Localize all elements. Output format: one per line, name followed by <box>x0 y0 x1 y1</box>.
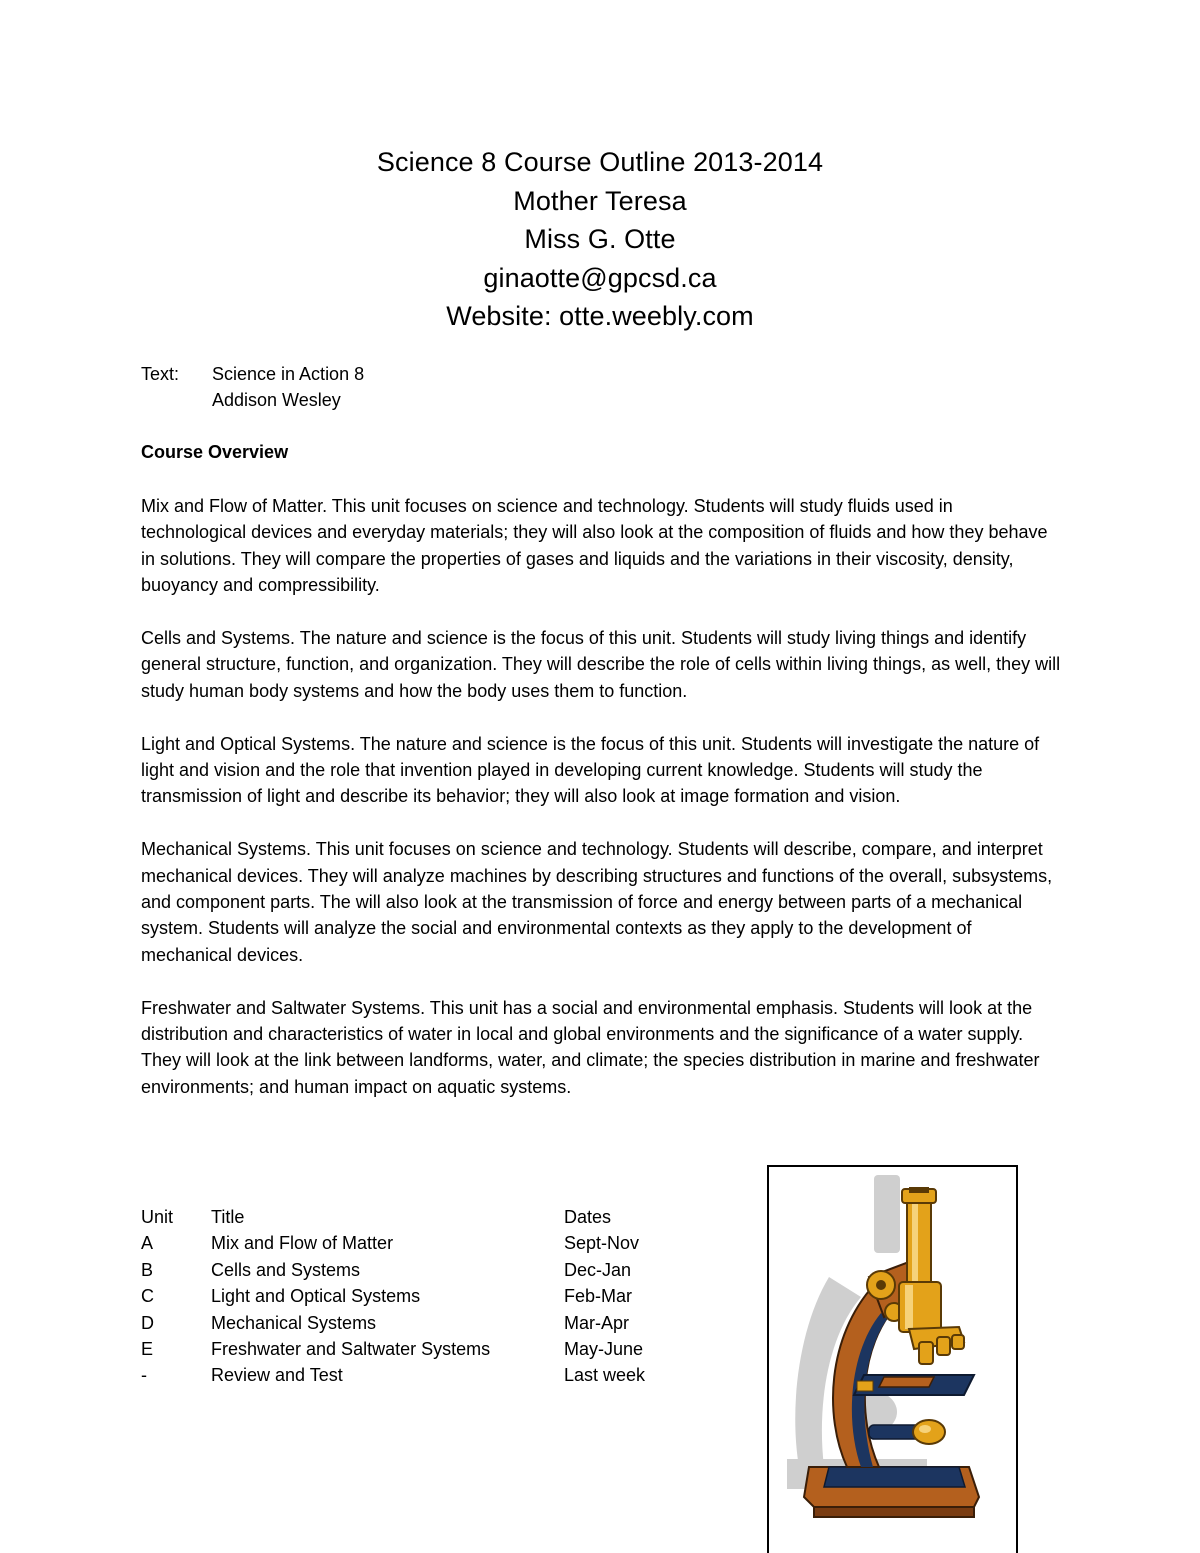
unit-dates: Feb-Mar <box>564 1286 633 1307</box>
unit-title: Cells and Systems <box>211 1259 361 1280</box>
textbook-publisher: Addison Wesley <box>212 390 341 411</box>
column-header-title: Title <box>211 1207 245 1227</box>
microscope-illustration-frame <box>767 1165 1018 1553</box>
unit-description-paragraph: Mix and Flow of Matter. This unit focuses on science and technology. Students will study fluids used in technological devices and everyday materials; they will also look at the composition of fluids and how they behave in solutions. They will compare the properties of gases and liquids and the variations in their viscosity, density, buoyancy and compressibility. <box>141 496 1048 596</box>
column-header-unit: Unit <box>141 1207 174 1227</box>
teacher-email[interactable]: ginaotte@gpcsd.ca <box>483 262 717 293</box>
unit-letter: D <box>141 1312 154 1333</box>
unit-letter: A <box>141 1233 154 1254</box>
unit-dates: Dec-Jan <box>564 1259 632 1280</box>
unit-dates: Sept-Nov <box>564 1233 640 1254</box>
unit-description-paragraph: Freshwater and Saltwater Systems. This unit has a social and environmental emphasis. Students will look at the distribution and characteristics of water in local and global environments and the significance of a water supply. They will look at the link between landforms, water, and climate; the species distribution in marine and freshwater environments; and human impact on aquatic systems. <box>141 997 1040 1097</box>
unit-letter: C <box>141 1286 154 1307</box>
unit-title: Review and Test <box>211 1365 343 1386</box>
website-link[interactable]: Website: otte.weebly.com <box>446 301 754 331</box>
unit-letter: B <box>141 1259 154 1280</box>
teacher-name: Miss G. Otte <box>524 224 676 254</box>
school-name: Mother Teresa <box>513 185 687 216</box>
unit-letter: - <box>141 1365 147 1386</box>
course-overview-paragraphs <box>141 493 1061 1127</box>
unit-dates: Last week <box>564 1365 646 1386</box>
textbook-title: Science in Action 8 <box>212 364 365 384</box>
column-header-dates: Dates <box>564 1207 612 1227</box>
unit-letter: E <box>141 1338 154 1359</box>
unit-description-paragraph: Mechanical Systems. This unit focuses on science and technology. Students will describe, compare, and interpret mechanical devices. They will analyze machines by describing structures and functions of the overall, subsystems, and component parts. The will also look at the transmission of force and energy between parts of a mechanical system. Students will analyze the social and environmental contexts as they apply to the development of mechanical devices. <box>141 839 1053 965</box>
unit-title: Light and Optical Systems <box>211 1286 421 1307</box>
textbook-label: Text: <box>141 364 180 384</box>
unit-description-paragraph: Cells and Systems. The nature and science is the focus of this unit. Students will study living things and identify general structure, function, and organization. They will describe the role of cells within living things, as well, they will study human body systems and how the body uses them to function. <box>141 628 1061 701</box>
unit-description-paragraph: Light and Optical Systems. The nature and science is the focus of this unit. Students will investigate the nature of light and vision and the role that invention played in developing current knowledge. Students will study the transmission of light and describe its behavior; they will also look at image formation and vision. <box>141 733 1040 807</box>
unit-title: Mix and Flow of Matter <box>211 1233 394 1254</box>
unit-dates: Mar-Apr <box>564 1312 630 1333</box>
unit-title: Freshwater and Saltwater Systems <box>211 1338 491 1359</box>
unit-dates: May-June <box>564 1338 644 1359</box>
microscope-icon <box>769 1167 1016 1553</box>
document-header <box>0 143 1200 336</box>
course-overview-heading: Course Overview <box>141 442 289 462</box>
unit-title: Mechanical Systems <box>211 1312 377 1333</box>
document-title: Science 8 Course Outline 2013-2014 <box>376 147 824 177</box>
